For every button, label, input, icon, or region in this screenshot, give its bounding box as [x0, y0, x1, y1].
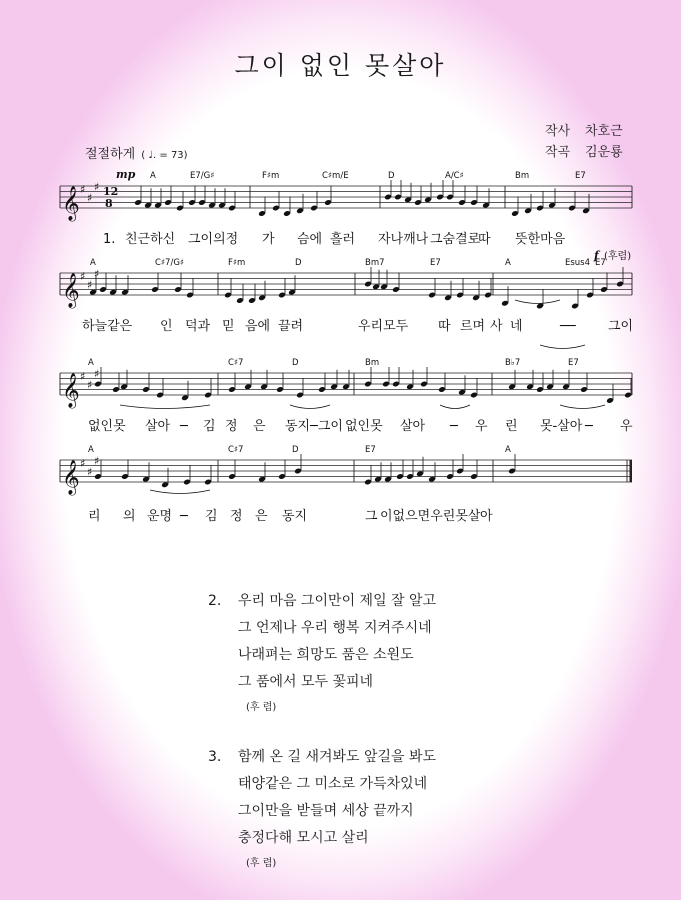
- lyric-word: ─: [450, 419, 458, 434]
- chord-symbol: D: [295, 258, 302, 268]
- tie: [290, 405, 330, 409]
- sharp-sign: ♯: [94, 180, 100, 194]
- chord-symbol: Bm: [515, 171, 530, 181]
- treble-clef: 𝄞: [62, 186, 80, 221]
- time-signature-bottom: 8: [105, 197, 113, 210]
- chord-symbol: E7/G♯: [190, 171, 215, 181]
- lyric-word: 따: [438, 319, 451, 334]
- lyric-word: 우리모두: [358, 319, 409, 334]
- dynamic-f: f: [594, 249, 599, 262]
- verse-number: 3.: [208, 749, 222, 765]
- lyric-word: 따: [478, 232, 491, 247]
- verse-3: [208, 744, 436, 876]
- chord-symbol: A: [90, 258, 96, 268]
- tie: [540, 345, 585, 349]
- lyric-word: ─: [180, 419, 188, 434]
- lyric-word: 가: [262, 232, 275, 247]
- sharp-sign: ♯: [94, 454, 100, 468]
- lyric-word: 믿: [222, 319, 235, 334]
- tie: [440, 405, 470, 409]
- sharp-sign: ♯: [80, 270, 86, 283]
- lyric-word: 자나깨나: [378, 232, 429, 247]
- chord-symbol: B♭7: [505, 358, 521, 368]
- sharp-sign: ♯: [87, 378, 93, 392]
- chord-symbol: A: [88, 358, 94, 368]
- lyric-word: 덕과: [185, 319, 211, 334]
- chord-symbol: D: [292, 358, 299, 368]
- tie: [150, 490, 210, 494]
- song-title: 그이 없인 못살아: [234, 51, 447, 80]
- lyric-word: 운명: [147, 509, 173, 524]
- sharp-sign: ♯: [87, 465, 93, 479]
- verse-line: 충정다해 모시고 살리: [238, 830, 369, 846]
- tie: [120, 405, 210, 409]
- refrain-mark: (후 렴): [246, 702, 277, 713]
- lyric-word: 뜻한마음: [515, 232, 566, 247]
- verse-line: 그 언제나 우리 행복 지켜주시네: [238, 620, 432, 636]
- chord-symbol: F♯m: [262, 171, 280, 181]
- tie: [515, 300, 560, 304]
- lyric-word: 린: [505, 419, 518, 434]
- chord-symbol: A: [505, 445, 511, 455]
- verse-number: 2.: [208, 593, 222, 609]
- treble-clef: 𝄞: [62, 273, 80, 308]
- lyric-word: 음에: [245, 319, 271, 334]
- chord-symbol: C♯7/G♯: [155, 258, 185, 268]
- composer-name: 김운룡: [585, 145, 623, 160]
- lyricist-label: 작사: [545, 124, 571, 139]
- chord-symbol: D: [292, 445, 299, 455]
- chord-symbol: E7: [595, 258, 606, 268]
- composer-label: 작곡: [545, 145, 571, 160]
- lyric-word: 그이의정: [188, 232, 239, 247]
- lyric-word: 없인못: [88, 419, 126, 434]
- metronome-mark: ( ♩. = 73): [141, 150, 188, 161]
- treble-clef: 𝄞: [62, 373, 80, 408]
- chord-symbol: A: [150, 171, 156, 181]
- chord-symbol: C♯7: [228, 358, 244, 368]
- sharp-sign: ♯: [80, 183, 86, 196]
- verse-line: 태양같은 그 미소로 가득차있네: [238, 776, 428, 792]
- lyric-word: 이없으면우린못살: [380, 509, 481, 524]
- chord-symbol: D: [388, 171, 395, 181]
- treble-clef: 𝄞: [62, 460, 80, 495]
- lyric-word: ─: [180, 509, 188, 524]
- lyric-word: 동지: [282, 509, 308, 524]
- lyric-word: 그숨결로: [430, 232, 481, 247]
- chord-symbol: E7: [430, 258, 441, 268]
- sharp-sign: ♯: [87, 278, 93, 292]
- chord-symbol: Bm7: [365, 258, 385, 268]
- lyric-word: 김: [205, 509, 218, 524]
- lyric-word: 흘러: [330, 232, 356, 247]
- chord-symbol: A/C♯: [445, 171, 464, 181]
- lyric-word: 못-살아: [540, 419, 583, 434]
- sharp-sign: ♯: [94, 367, 100, 381]
- sharp-sign: ♯: [80, 370, 86, 383]
- lyric-word: 우: [620, 419, 633, 434]
- lyric-word: 그: [365, 509, 378, 524]
- chord-symbol: A: [88, 445, 94, 455]
- lyric-word: 아: [480, 509, 493, 524]
- lyric-word: 르며: [460, 319, 486, 334]
- lyric-word: 정: [230, 509, 243, 524]
- chord-symbol: A: [505, 258, 511, 268]
- lyric-word: 끌려: [278, 319, 304, 334]
- lyric-word: ──: [560, 319, 576, 334]
- lyric-word: 사: [490, 319, 503, 334]
- chord-symbol: F♯m: [228, 258, 246, 268]
- verse-line: 함께 온 길 새겨봐도 앞길을 봐도: [238, 749, 437, 765]
- lyricist-name: 차호근: [585, 124, 623, 139]
- tie: [560, 405, 605, 409]
- refrain-mark: (후 렴): [246, 858, 277, 869]
- chord-symbol: E7: [568, 358, 579, 368]
- lyric-word: 인: [160, 319, 173, 334]
- lyric-word: 의: [123, 509, 136, 524]
- chord-symbol: Bm: [365, 358, 380, 368]
- lyric-word: 동지: [285, 419, 311, 434]
- chord-symbol: C♯7: [228, 445, 244, 455]
- sharp-sign: ♯: [87, 191, 93, 205]
- lyric-word: 1.: [103, 232, 116, 247]
- lyric-word: 우: [475, 419, 488, 434]
- lyric-word: 하늘같은: [82, 319, 133, 334]
- chord-symbol: E7: [575, 171, 586, 181]
- lyric-word: 김: [203, 419, 216, 434]
- chord-symbol: Esus4: [565, 258, 591, 268]
- lyric-word: ─그이: [310, 419, 343, 434]
- lyric-word: 정: [225, 419, 238, 434]
- verse-line: 우리 마음 그이만이 제일 잘 알고: [238, 593, 437, 609]
- verse-2: [208, 588, 436, 720]
- tempo-word: 절절하게: [85, 147, 136, 162]
- lyric-word: 은: [253, 419, 266, 434]
- refrain-label: (후렴): [604, 251, 632, 262]
- dynamic-mp: mp: [116, 168, 136, 181]
- verses: [208, 588, 436, 894]
- verse-line: 나래펴는 희망도 품은 소원도: [238, 647, 414, 663]
- verse-line: 그이만을 받들며 세상 끝까지: [238, 803, 414, 819]
- verse-line: 그 품에서 모두 꽃피네: [238, 674, 374, 690]
- sharp-sign: ♯: [94, 267, 100, 281]
- lyric-word: 그이: [608, 319, 634, 334]
- lyric-word: 살아: [400, 419, 426, 434]
- lyric-word: 친근하신: [125, 232, 176, 247]
- chord-symbol: E7: [365, 445, 376, 455]
- sharp-sign: ♯: [80, 457, 86, 470]
- lyric-word: 은: [255, 509, 268, 524]
- lyric-word: 리: [88, 509, 101, 524]
- lyric-word: 네: [510, 319, 523, 334]
- time-signature-top: 12: [103, 185, 119, 198]
- lyric-word: ─: [585, 419, 593, 434]
- lyric-word: 슴에: [297, 232, 323, 247]
- final-barline-thick: [630, 460, 633, 482]
- chord-symbol: C♯m/E: [322, 171, 349, 181]
- lyric-word: 살아: [145, 419, 171, 434]
- lyric-word: 없인못: [345, 419, 383, 434]
